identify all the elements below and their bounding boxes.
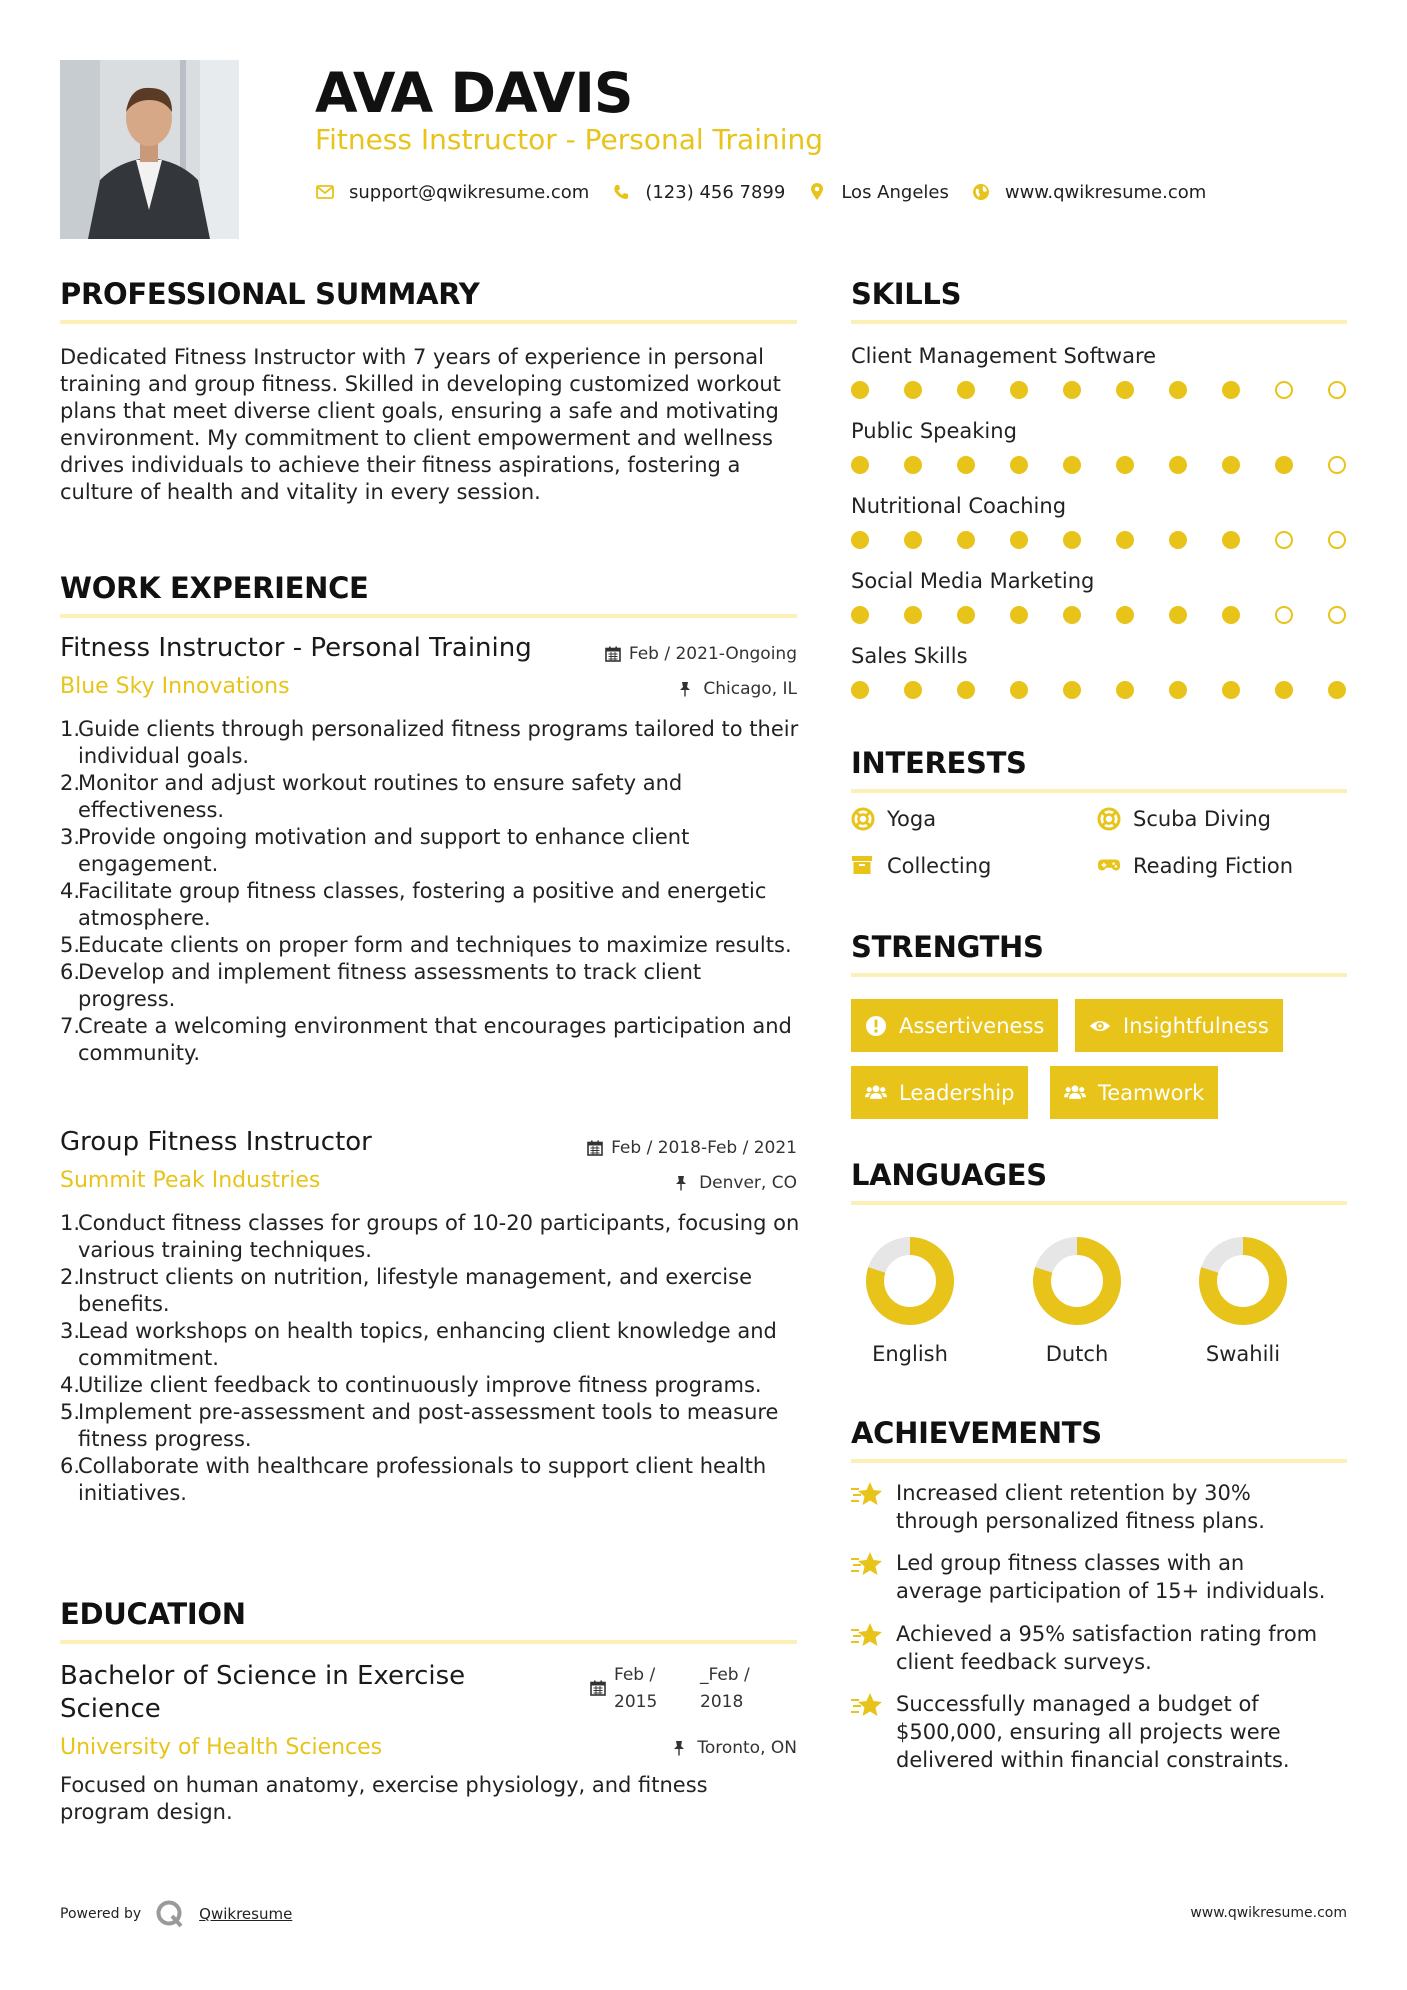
achievement-item [850, 1620, 1355, 1676]
education-dates [590, 1662, 750, 1716]
duty-item: Utilize client feedback to continuously improve fitness programs. [78, 1373, 762, 1397]
skill-dot-filled [1222, 456, 1240, 474]
skill-dot-filled [904, 381, 922, 399]
skill-dot-filled [957, 456, 975, 474]
users-icon [865, 1082, 887, 1104]
strength-badge [1075, 999, 1283, 1052]
degree-line-1: Bachelor of Science in Exercise [60, 1661, 466, 1691]
skill-dot-filled [851, 681, 869, 699]
gamepad-icon [1097, 854, 1121, 878]
job-duties [60, 716, 800, 1067]
qwikresume-logo-icon [155, 1899, 185, 1929]
skill-dot-filled [1222, 531, 1240, 549]
skill-dot-filled [1116, 606, 1134, 624]
skill-dot-filled [1222, 606, 1240, 624]
achievement-line: Achieved a 95% satisfaction rating from [896, 1622, 1318, 1646]
skill-dot-filled [1222, 381, 1240, 399]
skill-dot-filled [957, 606, 975, 624]
education-start-line-2: 2015 [614, 1692, 658, 1712]
education-description: Focused on human anatomy, exercise physiology, and fitness program design. [60, 1773, 708, 1824]
skill-dot-filled [1063, 531, 1081, 549]
skill-dot-filled [1169, 381, 1187, 399]
skill-dot-filled [904, 531, 922, 549]
strength-label: Insightfulness [1123, 1013, 1269, 1038]
skill-dot-empty [1275, 531, 1293, 549]
skill-name: Nutritional Coaching [851, 494, 1067, 518]
duty-item: Instruct clients on nutrition, lifestyle management, and exercise benefits. [78, 1265, 752, 1316]
language-item [1183, 1236, 1303, 1368]
duty-item: Lead workshops on health topics, enhancing client knowledge and commitment. [78, 1319, 777, 1370]
duty-item: Monitor and adjust workout routines to ensure safety and effectiveness. [78, 771, 683, 822]
achievement-text [896, 1549, 1325, 1605]
language-name: English [872, 1342, 948, 1366]
skill-dot-filled [851, 456, 869, 474]
skill-dot-filled [1116, 381, 1134, 399]
skill-rating [851, 381, 1351, 401]
duty-item: Develop and implement fitness assessments to track client progress. [78, 960, 702, 1011]
skill-dot-filled [957, 531, 975, 549]
job-location-text: Denver, CO [699, 1173, 797, 1193]
candidate-name: AVA DAVIS [315, 61, 633, 125]
contact-phone-text: (123) 456 7899 [645, 181, 786, 203]
skill-dot-filled [1116, 531, 1134, 549]
lifebuoy-icon [1097, 807, 1121, 831]
skills-divider [851, 320, 1347, 324]
interest-item [851, 854, 991, 878]
phone-icon [611, 182, 631, 202]
skill-dot-filled [1116, 456, 1134, 474]
education-start [614, 1662, 700, 1716]
job-company: Blue Sky Innovations [60, 674, 290, 699]
education-end-line-1: _Feb / [700, 1665, 750, 1685]
strength-label: Leadership [899, 1080, 1015, 1105]
skill-name: Public Speaking [851, 419, 1017, 443]
strengths-divider [851, 973, 1347, 977]
globe-icon [971, 182, 991, 202]
users-icon [1064, 1082, 1086, 1104]
profile-photo [60, 60, 239, 239]
skill-dot-filled [1063, 606, 1081, 624]
skill-dot-filled [1010, 381, 1028, 399]
work-divider [60, 614, 797, 618]
languages-divider [851, 1201, 1347, 1205]
interest-label: Reading Fiction [1133, 854, 1294, 878]
skill-dot-filled [851, 381, 869, 399]
skill-dot-empty [1328, 531, 1346, 549]
skill-dot-filled [957, 681, 975, 699]
achievement-line: average participation of 15+ individuals. [896, 1579, 1326, 1603]
calendar-icon [605, 646, 621, 662]
skill-name: Social Media Marketing [851, 569, 1095, 593]
skill-dot-filled [1116, 681, 1134, 699]
education-location [673, 1737, 797, 1759]
achievement-text [896, 1690, 1290, 1774]
star-icon [850, 1690, 884, 1724]
skill-dot-filled [904, 606, 922, 624]
language-name: Dutch [1045, 1342, 1109, 1366]
duty-item: Facilitate group fitness classes, fostering a positive and energetic atmosphere. [78, 879, 767, 930]
duty-item: Educate clients on proper form and techniques to maximize results. [78, 933, 792, 957]
achievements-divider [851, 1459, 1347, 1463]
skill-dot-filled [1222, 681, 1240, 699]
strength-badge [1050, 1066, 1218, 1119]
interests-heading: INTERESTS [851, 746, 1027, 780]
achievement-text [896, 1620, 1317, 1676]
pushpin-icon [679, 681, 695, 697]
skill-dot-filled [1275, 681, 1293, 699]
language-item [850, 1236, 970, 1368]
achievement-line: delivered within financial constraints. [896, 1748, 1290, 1772]
languages-heading: LANGUAGES [851, 1158, 1047, 1192]
contact-bar [315, 178, 1228, 206]
summary-divider [60, 320, 797, 324]
skill-dot-empty [1328, 381, 1346, 399]
skill-dot-filled [1169, 531, 1187, 549]
skill-dot-filled [1063, 456, 1081, 474]
contact-location [807, 182, 949, 203]
strength-badge [851, 999, 1058, 1052]
achievement-line: Led group fitness classes with an [896, 1551, 1245, 1575]
footer-url[interactable]: www.qwikresume.com [1190, 1905, 1347, 1921]
education-location-text: Toronto, ON [697, 1738, 797, 1758]
powered-by-text: Powered by [60, 1906, 142, 1922]
achievement-text [896, 1479, 1265, 1535]
interest-item [1097, 854, 1293, 878]
star-icon [850, 1549, 884, 1583]
skill-dot-empty [1328, 456, 1346, 474]
interests-divider [851, 789, 1347, 793]
strength-badge [851, 1066, 1028, 1119]
achievement-line: through personalized fitness plans. [896, 1509, 1265, 1533]
lifebuoy-icon [851, 807, 875, 831]
interest-label: Scuba Diving [1133, 807, 1271, 831]
pushpin-icon [675, 1175, 691, 1191]
summary-text: Dedicated Fitness Instructor with 7 years of experience in personal training and group fitness. Skilled in developing customized workout plans that meet diverse client goals, ensuring a safe and motivating environment. My commitment to client empowerment and wellness drives individuals to achieve their fitness aspirations, fostering a culture of health and vitality in every session. [60, 345, 781, 504]
skill-rating [851, 456, 1351, 476]
duty-item: Conduct fitness classes for groups of 10-20 participants, focusing on various training techniques. [78, 1211, 800, 1262]
achievement-line: client feedback surveys. [896, 1650, 1152, 1674]
job-title: Group Fitness Instructor [60, 1127, 372, 1157]
language-name: Swahili [1205, 1342, 1281, 1366]
eye-icon [1089, 1015, 1111, 1037]
contact-location-text: Los Angeles [841, 181, 949, 203]
job-company: Summit Peak Industries [60, 1168, 321, 1193]
star-icon [850, 1479, 884, 1513]
strength-label: Teamwork [1098, 1080, 1205, 1105]
skills-heading: SKILLS [851, 277, 962, 311]
achievement-line: Increased client retention by 30% [896, 1481, 1251, 1505]
job-date-text: Feb / 2021-Ongoing [628, 644, 797, 664]
skill-dot-filled [1169, 681, 1187, 699]
skill-name: Sales Skills [851, 644, 968, 668]
skill-dot-filled [1169, 456, 1187, 474]
school-name: University of Health Sciences [60, 1735, 383, 1760]
achievement-line: Successfully managed a budget of [896, 1692, 1259, 1716]
education-end [700, 1662, 750, 1716]
job-location [675, 1172, 797, 1194]
contact-phone[interactable] [611, 182, 785, 203]
skill-dot-filled [1010, 681, 1028, 699]
job-date [605, 643, 797, 665]
job-title: Fitness Instructor - Personal Training [60, 633, 532, 663]
skill-rating [851, 681, 1351, 701]
achievement-item [850, 1479, 1355, 1535]
footer-powered-by [60, 1899, 292, 1929]
duty-item: Implement pre-assessment and post-assessment tools to measure fitness progress. [78, 1400, 779, 1451]
map-pin-icon [807, 182, 827, 202]
interest-label: Collecting [887, 854, 992, 878]
interest-label: Yoga [887, 807, 937, 831]
job-duties [60, 1210, 800, 1507]
archive-icon [851, 854, 875, 878]
contact-website[interactable] [971, 182, 1206, 203]
education-heading: EDUCATION [60, 1597, 246, 1631]
skill-dot-empty [1275, 606, 1293, 624]
achievement-item [850, 1549, 1355, 1605]
duty-item: Create a welcoming environment that encourages participation and community. [78, 1014, 792, 1065]
calendar-icon [590, 1680, 606, 1696]
skill-dot-filled [1010, 456, 1028, 474]
strengths-heading: STRENGTHS [851, 930, 1044, 964]
achievements-heading: ACHIEVEMENTS [851, 1416, 1102, 1450]
contact-email-text: support@qwikresume.com [349, 181, 590, 203]
skill-dot-filled [1010, 531, 1028, 549]
star-icon [850, 1620, 884, 1654]
contact-email[interactable] [315, 182, 589, 203]
education-end-line-2: 2018 [700, 1692, 744, 1712]
envelope-icon [315, 182, 335, 202]
language-item [1017, 1236, 1137, 1368]
degree-title [60, 1660, 465, 1726]
skill-dot-filled [851, 531, 869, 549]
job-date [587, 1137, 797, 1159]
skill-dot-empty [1275, 381, 1293, 399]
skill-dot-empty [1328, 606, 1346, 624]
skill-dot-filled [904, 456, 922, 474]
skill-dot-filled [1063, 381, 1081, 399]
interest-item [1097, 807, 1271, 831]
calendar-icon [587, 1140, 603, 1156]
duty-item: Provide ongoing motivation and support to enhance client engagement. [78, 825, 690, 876]
achievement-item [850, 1690, 1355, 1774]
skill-dot-filled [957, 381, 975, 399]
education-divider [60, 1640, 797, 1644]
degree-line-2: Science [60, 1694, 161, 1724]
language-donut [1198, 1236, 1288, 1326]
job-location [679, 678, 797, 700]
work-heading: WORK EXPERIENCE [60, 571, 369, 605]
skill-dot-filled [904, 681, 922, 699]
strength-label: Assertiveness [899, 1013, 1045, 1038]
duty-item: Guide clients through personalized fitness programs tailored to their individual goals. [78, 717, 799, 768]
skill-dot-filled [1275, 456, 1293, 474]
skill-rating [851, 531, 1351, 551]
skill-dot-filled [1328, 681, 1346, 699]
footer-brand-link[interactable]: Qwikresume [199, 1905, 293, 1923]
education-start-line-1: Feb / [614, 1665, 656, 1685]
pushpin-icon [673, 1740, 689, 1756]
duty-item: Collaborate with healthcare professionals to support client health initiatives. [78, 1454, 767, 1505]
skill-dot-filled [1063, 681, 1081, 699]
interest-item [851, 807, 936, 831]
exclamation-icon [865, 1015, 887, 1037]
job-location-text: Chicago, IL [703, 679, 797, 699]
job-date-text: Feb / 2018-Feb / 2021 [611, 1138, 797, 1158]
language-donut [1032, 1236, 1122, 1326]
summary-heading: PROFESSIONAL SUMMARY [60, 277, 480, 311]
candidate-role: Fitness Instructor - Personal Training [315, 123, 824, 156]
achievement-line: $500,000, ensuring all projects were [896, 1720, 1281, 1744]
skill-dot-filled [1169, 606, 1187, 624]
skill-name: Client Management Software [851, 344, 1157, 368]
skill-dot-filled [851, 606, 869, 624]
skill-dot-filled [1010, 606, 1028, 624]
language-donut [865, 1236, 955, 1326]
contact-website-text: www.qwikresume.com [1004, 181, 1207, 203]
skill-rating [851, 606, 1351, 626]
